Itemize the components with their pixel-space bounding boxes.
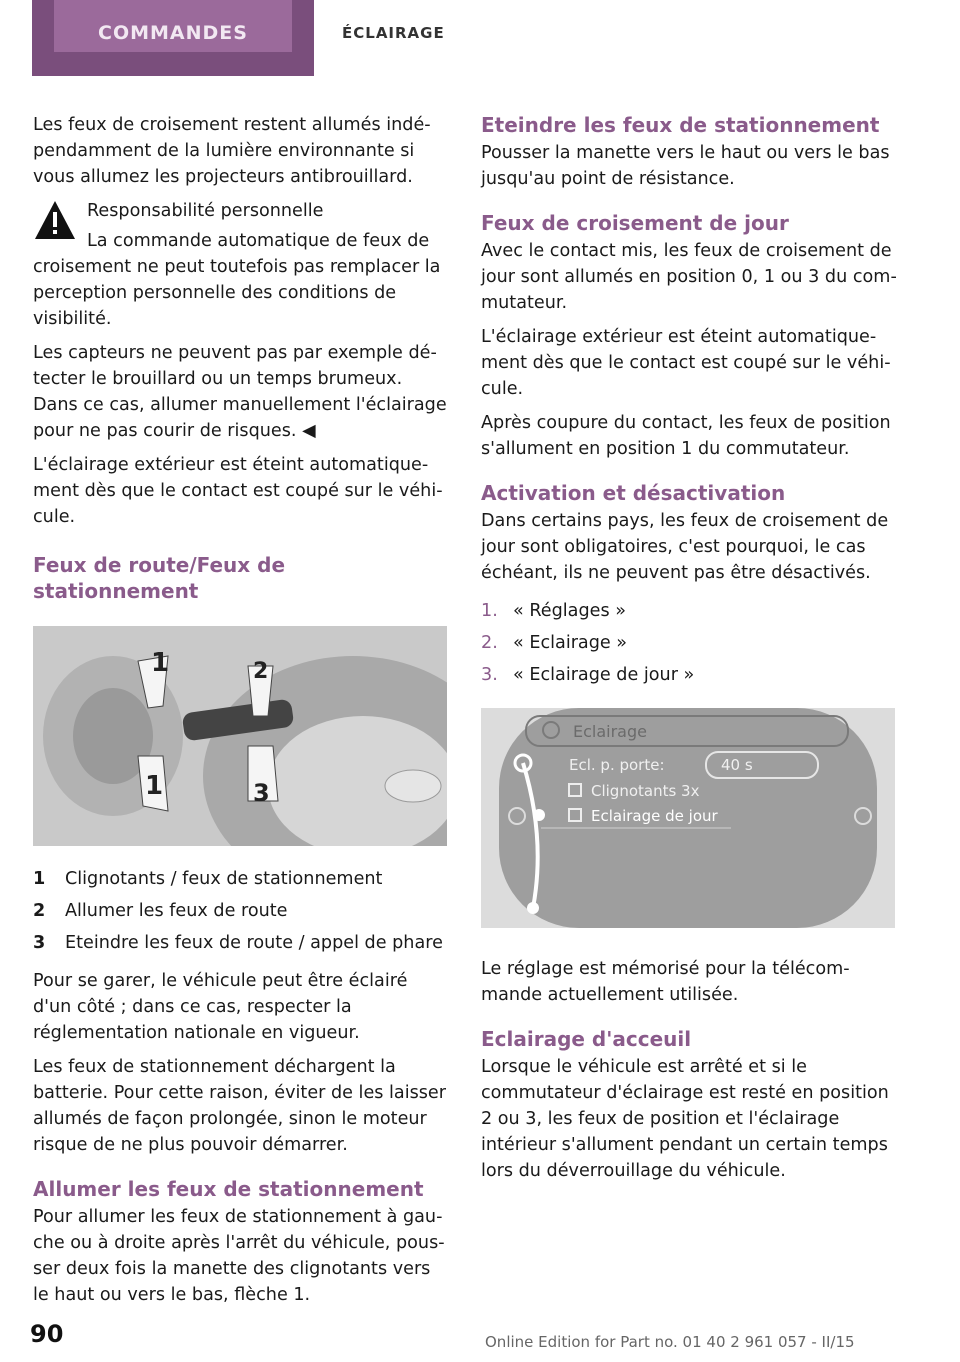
screen-row3-label: Eclairage de jour: [591, 807, 718, 825]
jour-paragraph-3: Après coupure du contact, les feux de position s'allument en position 1 du commutateur.: [481, 413, 891, 459]
legend-item: [33, 930, 449, 956]
step-item: [481, 662, 897, 688]
figure-label-3: 3: [253, 779, 270, 807]
heading-allumer: Allumer les feux de stationnement: [33, 1177, 424, 1201]
step-text: « Eclairage »: [513, 633, 628, 653]
step-text: « Eclairage de jour »: [513, 665, 695, 685]
garer-paragraph: Pour se garer, le véhicule peut être éclairé d'un côté ; dans ce cas, respecter la réglementation nationale en vigueur.: [33, 971, 408, 1043]
steps-list: [481, 598, 897, 688]
step-number: 1.: [481, 601, 498, 621]
intro-paragraph: Les feux de croisement restent allumés indépendamment de la lumière environnante si vous allumez les projecteurs antibrouillard.: [33, 115, 431, 187]
chapter-title: ÉCLAIRAGE: [342, 24, 445, 42]
auto-off-paragraph: L'éclairage extérieur est éteint automatiquement dès que le contact est coupé sur le véhicule.: [33, 455, 443, 527]
left-column: [33, 112, 449, 1316]
heading-jour: Feux de croisement de jour: [481, 211, 789, 235]
legend-text: Eteindre les feux de route / appel de phare: [65, 933, 443, 953]
figure-label-1a: 1: [151, 648, 170, 678]
edition-footer: Online Edition for Part no. 01 40 2 961 057 - II/15: [485, 1333, 855, 1351]
memo-paragraph: Le réglage est mémorisé pour la télécommande actuellement utilisée.: [481, 959, 850, 1005]
warning-text-2: Les capteurs ne peuvent pas par exemple détecter le brouillard ou un temps brumeux. Dans ce cas, allumer manuellement l'éclairage pour ne pas courir de risques. ◀: [33, 343, 447, 441]
figure-label-2: 2: [253, 659, 269, 684]
heading-activation: Activation et désactivation: [481, 481, 786, 505]
screen-row1-label: Ecl. p. porte:: [569, 756, 665, 774]
figure-label-1b: 1: [145, 771, 164, 801]
legend-text: Clignotants / feux de stationnement: [65, 869, 383, 889]
allumer-paragraph: Pour allumer les feux de stationnement à gauche ou à droite après l'arrêt du véhicule, pousser deux fois la manette des clignotants vers le haut ou vers le bas, flèche 1.: [33, 1207, 445, 1305]
screen-title: Eclairage: [573, 722, 647, 741]
accueil-paragraph: Lorsque le véhicule est arrêté et si le commutateur d'éclairage est resté en position 2 ou 3, les feux de position et l'éclairage intérieur s'allument pendant un certain temps lors du déverrouillage du véhicule.: [481, 1057, 889, 1181]
legend-list: [33, 866, 449, 956]
step-item: [481, 630, 897, 656]
steering-stalk-illustration: [33, 626, 447, 846]
warning-block: [33, 198, 449, 444]
jour-paragraph-1: Avec le contact mis, les feux de croisement de jour sont allumés en position 0, 1 ou 3 du commutateur.: [481, 241, 897, 313]
legend-number: 1: [33, 869, 46, 889]
warning-text: La commande automatique de feux de croisement ne peut toutefois pas remplacer la perception personnelle des conditions de visibilité.: [33, 231, 441, 329]
heading-eteindre: Eteindre les feux de stationnement: [481, 113, 880, 137]
legend-number: 3: [33, 933, 46, 953]
step-number: 2.: [481, 633, 498, 653]
screen-row2-label: Clignotants 3x: [591, 782, 700, 800]
warning-title: Responsabilité personnelle: [87, 201, 324, 221]
legend-item: [33, 866, 449, 892]
heading-accueil: Eclairage d'acceuil: [481, 1027, 692, 1051]
activation-paragraph: Dans certains pays, les feux de croisement de jour sont obligatoires, c'est pourquoi, le cas échéant, ils ne peuvent pas être désactivés.: [481, 511, 889, 583]
right-column: [481, 112, 897, 1192]
screen-row1-value: 40 s: [721, 756, 753, 774]
display-screen-illustration: [481, 708, 895, 928]
batterie-paragraph: Les feux de stationnement déchargent la batterie. Pour cette raison, éviter de les laisser allumés de façon prolongée, sinon le moteur risque de ne plus pouvoir démarrer.: [33, 1057, 446, 1155]
step-item: [481, 598, 897, 624]
step-number: 3.: [481, 665, 498, 685]
legend-text: Allumer les feux de route: [65, 901, 288, 921]
eteindre-paragraph: Pousser la manette vers le haut ou vers le bas jusqu'au point de résistance.: [481, 143, 890, 189]
page-number: 90: [30, 1320, 64, 1348]
section-tab: [32, 0, 314, 76]
warning-icon: [33, 198, 77, 242]
section-tab-label: COMMANDES: [54, 0, 292, 52]
step-text: « Réglages »: [513, 601, 626, 621]
jour-paragraph-2: L'éclairage extérieur est éteint automatiquement dès que le contact est coupé sur le véhicule.: [481, 327, 891, 399]
legend-number: 2: [33, 901, 46, 921]
heading-feux-route: Feux de route/Feux de stationnement: [33, 553, 286, 603]
legend-item: [33, 898, 449, 924]
